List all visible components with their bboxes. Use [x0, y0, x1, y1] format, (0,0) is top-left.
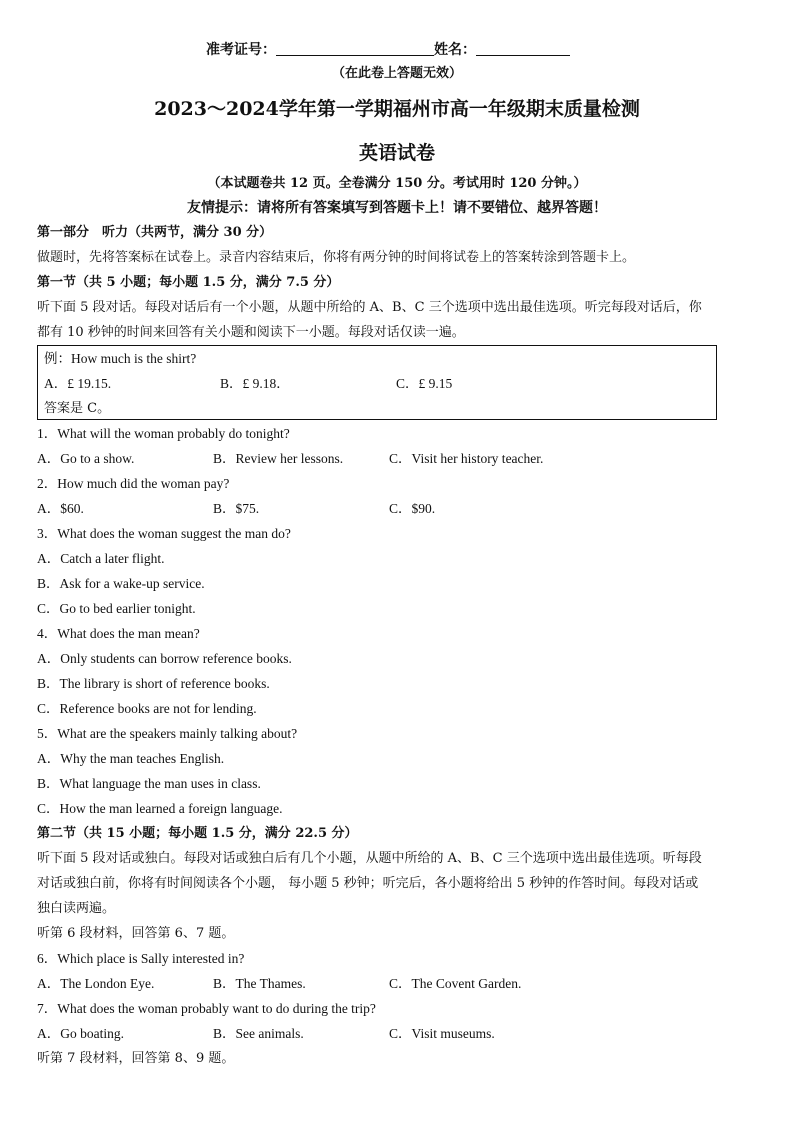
exam-id-blank [276, 41, 434, 56]
question-6-option-c: C．The Covent Garden. [389, 976, 522, 991]
material-7-heading: 听第 7 段材料，回答第 8、9 题。 [37, 1051, 235, 1066]
question-1-option-c: C．Visit her history teacher. [389, 451, 544, 466]
section1-title: 第一节（共 5 小题；每小题 1.5 分，满分 7.5 分） [37, 275, 340, 290]
question-2-option-b: B．$75. [213, 501, 260, 516]
section1-instruction-line1: 听下面 5 段对话。每段对话后有一个小题，从题中所给的 A、B、C 三个选项中选出最佳选项。听完每段对话后，你 [37, 300, 702, 315]
question-2: 2．How much did the woman pay? [37, 476, 230, 491]
question-5-option-b: B．What language the man uses in class. [37, 776, 261, 791]
question-3-option-c: C．Go to bed earlier tonight. [37, 601, 196, 616]
invalid-note: （在此卷上答题无效） [331, 66, 462, 81]
name-label: 姓名： [434, 42, 476, 58]
question-2-option-c: C．$90. [389, 501, 436, 516]
question-1-option-b: B．Review her lessons. [213, 451, 344, 466]
exam-title: 2023～2024学年第一学期福州市高一年级期末质量检测 [154, 98, 640, 120]
question-1: 1．What will the woman probably do tonight? [37, 426, 290, 441]
section2-instruction-line3: 独白读两遍。 [37, 901, 116, 916]
section1-instruction-line2: 都有 10 秒钟的时间来回答有关小题和阅读下一小题。每段对话仅读一遍。 [37, 325, 465, 340]
question-5-option-c: C．How the man learned a foreign language. [37, 801, 283, 816]
question-5-option-a: A．Why the man teaches English. [37, 751, 225, 766]
example-option-a: A．£ 19.15. [44, 376, 112, 391]
question-6-option-a: A．The London Eye. [37, 976, 155, 991]
question-7-option-b: B．See animals. [213, 1026, 304, 1041]
part1-instruction: 做题时，先将答案标在试卷上。录音内容结束后，你将有两分钟的时间将试卷上的答案转涂到答题卡上。 [37, 250, 636, 265]
question-4: 4．What does the man mean? [37, 626, 200, 641]
question-7-option-a: A．Go boating. [37, 1026, 124, 1041]
question-6: 6．Which place is Sally interested in? [37, 951, 245, 966]
question-4-option-b: B．The library is short of reference books. [37, 676, 270, 691]
section2-instruction-line1: 听下面 5 段对话或独白。每段对话或独白后有几个小题，从题中所给的 A、B、C 三个选项中选出最佳选项。听每段 [37, 851, 702, 866]
section2-instruction-line2: 对话或独白前，你将有时间阅读各个小题， 每小题 5 秒钟；听完后，各小题将给出 5 秒钟的作答时间。每段对话或 [37, 876, 699, 891]
name-blank [476, 41, 570, 56]
example-question: 例：How much is the shirt? [44, 351, 197, 366]
question-6-option-b: B．The Thames. [213, 976, 306, 991]
exam-id-row [206, 41, 570, 59]
question-3: 3．What does the woman suggest the man do? [37, 526, 291, 541]
question-2-option-a: A．$60. [37, 501, 84, 516]
subject-title: 英语试卷 [358, 142, 435, 164]
question-3-option-a: A．Catch a later flight. [37, 551, 165, 566]
reminder: 友情提示：请将所有答案填写到答题卡上！请不要错位、越界答题！ [187, 200, 607, 216]
question-7: 7．What does the woman probably want to do during the trip? [37, 1001, 376, 1016]
part1-title: 第一部分 听力（共两节，满分 30 分） [37, 225, 273, 240]
material-6-heading: 听第 6 段材料，回答第 6、7 题。 [37, 926, 235, 941]
question-1-option-a: A．Go to a show. [37, 451, 135, 466]
question-3-option-b: B．Ask for a wake-up service. [37, 576, 205, 591]
example-option-b: B．£ 9.18． [220, 376, 290, 391]
exam-info: （本试题卷共 12 页。全卷满分 150 分。考试用时 120 分钟。） [207, 176, 587, 191]
question-7-option-c: C．Visit museums. [389, 1026, 495, 1041]
question-5: 5．What are the speakers mainly talking about? [37, 726, 298, 741]
question-4-option-c: C．Reference books are not for lending. [37, 701, 257, 716]
example-answer: 答案是 C。 [44, 401, 111, 416]
section2-title: 第二节（共 15 小题；每小题 1.5 分，满分 22.5 分） [37, 826, 358, 841]
example-option-c: C．£ 9.15 [396, 376, 453, 391]
exam-id-label: 准考证号： [206, 42, 276, 58]
question-4-option-a: A．Only students can borrow reference books. [37, 651, 292, 666]
